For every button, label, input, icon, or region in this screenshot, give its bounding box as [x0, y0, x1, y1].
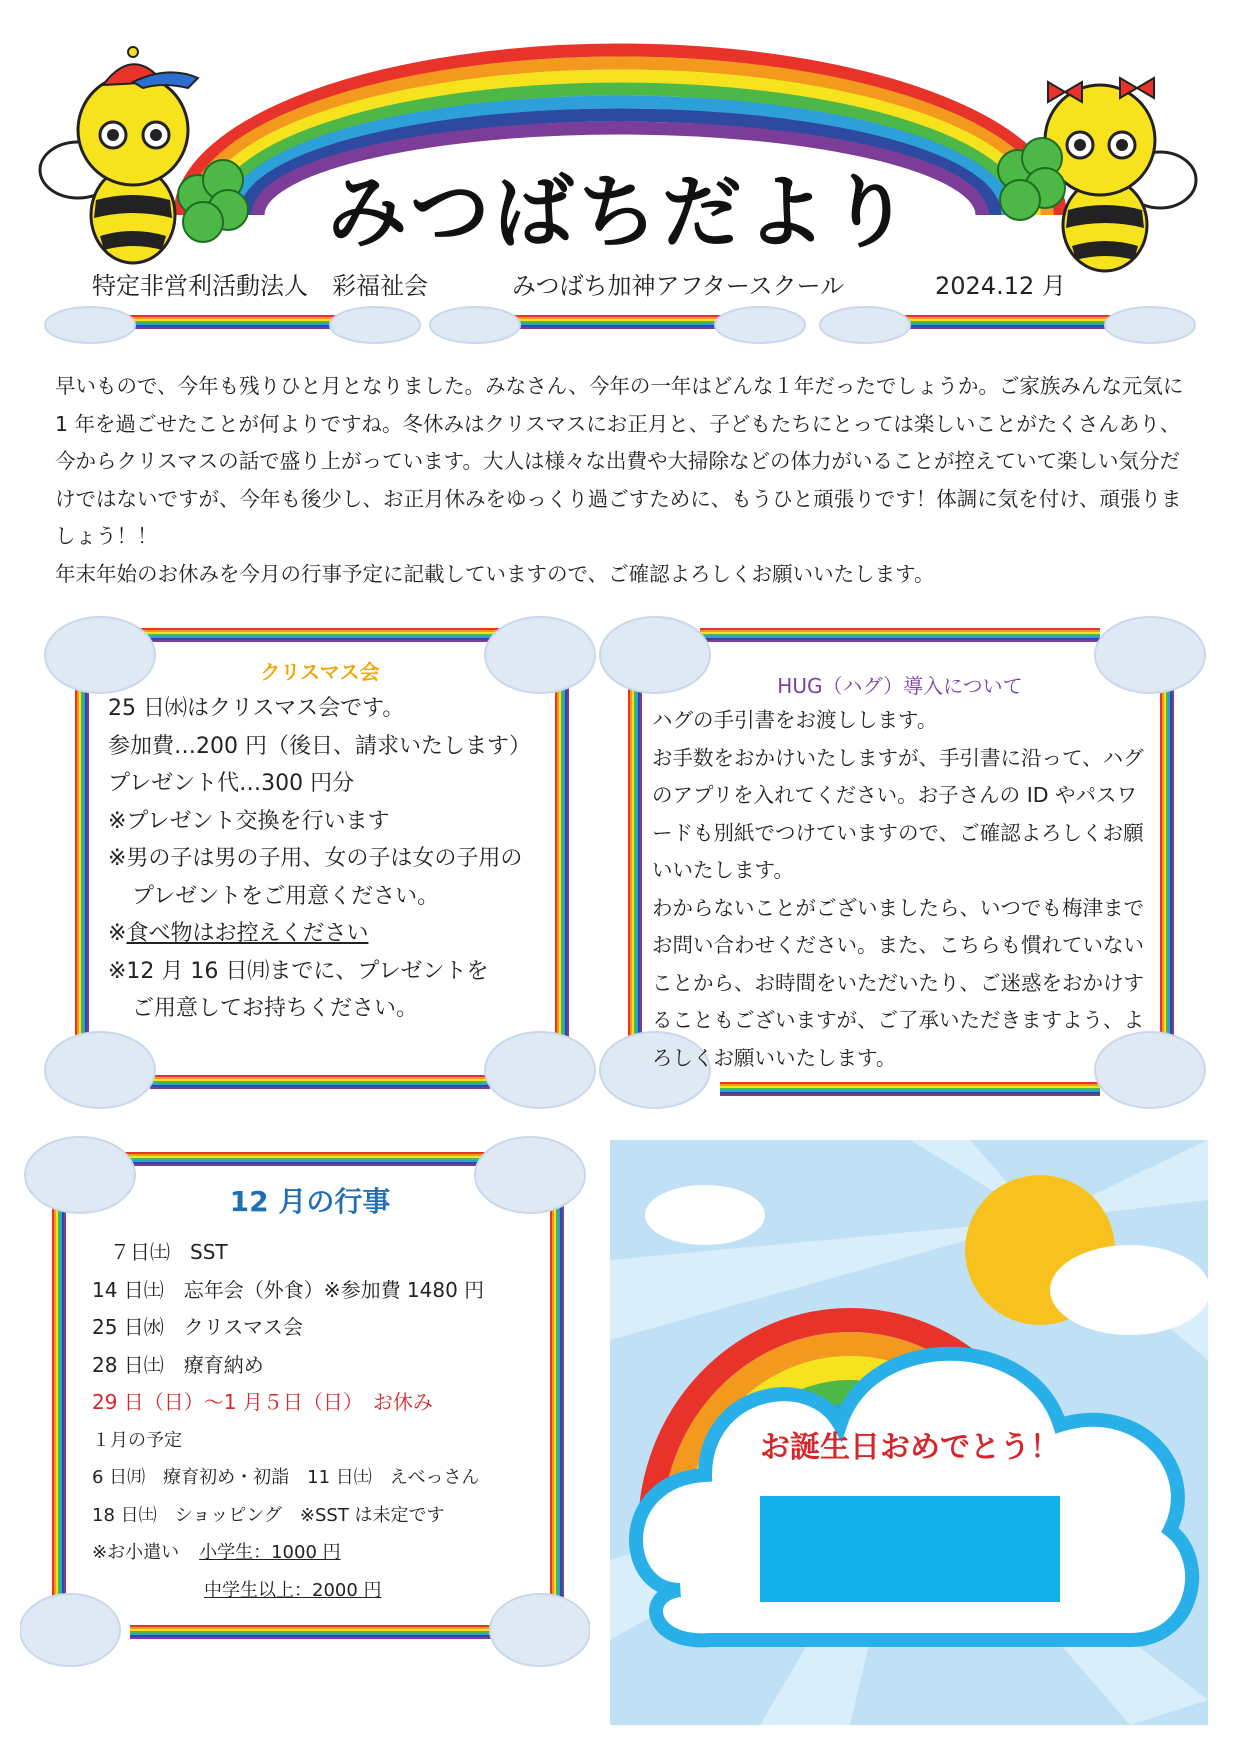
event-item: 18 日㈯ ショッピング ※SST は未定です: [92, 1504, 445, 1526]
hug-title: HUG（ハグ）導入について: [777, 674, 1023, 698]
organization-name: 特定非営利活動法人 彩福祉会: [92, 272, 428, 300]
issue-date: 2024.12 月: [935, 272, 1066, 300]
header-cloud-row: [0, 295, 1241, 355]
christmas-line: 25 日㈬はクリスマス会です。: [108, 696, 405, 721]
event-item: 28 日㈯ 療育納め: [92, 1352, 264, 1377]
christmas-title: クリスマス会: [260, 660, 380, 684]
hug-line: ろしくお願いいたします。: [652, 1045, 897, 1070]
hug-details: [652, 702, 1144, 1077]
note-mark: ※: [108, 921, 127, 946]
christmas-line: ※男の子は男の子用、女の子は女の子用の: [108, 846, 523, 871]
christmas-line: プレゼントをご用意ください。: [132, 883, 440, 909]
intro-text: [55, 368, 1195, 593]
event-item-holiday: 29 日（日）～1 月５日（日） お休み: [92, 1390, 433, 1414]
newsletter-title: みつばちだより: [327, 166, 914, 259]
hug-line: ることもございますが、ご了承いただきますよう、よ: [652, 1008, 1144, 1032]
events-title: 12 月の行事: [229, 1185, 391, 1218]
event-item: 6 日㈪ 療育初め・初詣 11 日㈯ えべっさん: [92, 1467, 480, 1488]
event-item: 14 日㈯ 忘年会（外食）※参加費 1480 円: [92, 1277, 485, 1302]
allowance-junior-high: 中学生以上：2000 円: [204, 1579, 382, 1601]
allowance-row: [92, 1572, 484, 1610]
christmas-line: ※12 月 16 日㈪までに、プレゼントを: [108, 958, 489, 984]
hug-line: いいたします。: [652, 858, 794, 882]
hug-line: のアプリを入れてください。お子さんの ID やパスワ: [652, 783, 1138, 807]
event-item: ７日㈯ SST: [110, 1240, 228, 1264]
january-heading: １月の予定: [92, 1429, 182, 1451]
school-name: みつばち加神アフタースクール: [512, 272, 845, 300]
christmas-line: [108, 915, 531, 953]
christmas-line: 参加費…200 円（後日、請求いたします）: [108, 733, 531, 759]
hug-line: ことから、お時間をいただいたり、ご迷惑をおかけす: [652, 970, 1144, 995]
events-list: [92, 1234, 484, 1609]
christmas-line: ※プレゼント交換を行います: [108, 808, 390, 834]
christmas-line: ご用意してお持ちください。: [132, 996, 419, 1021]
christmas-line: プレゼント代…300 円分: [108, 771, 355, 796]
intro-paragraph: 早いもので、今年も残りひと月となりました。みなさん、今年の一年はどんな１年だったでしょうか。ご家族みんな元気に 1 年を過ごせたことが何よりですね。冬休みはクリスマスにお正月と、子どもたちにとっては楽しいことがたくさんあり、今からクリスマスの話で盛り上がっています。大人は様々な出費や大掃除などの体力がいることが控えていて楽しい気分だけではないですが、今年も後少し、お正月休みをゆっくり過ごすために、もうひと頑張りです！体調に気を付け、頑張りましょう！！: [55, 374, 1184, 548]
hug-line: ハグの手引書をお渡しします。: [652, 708, 938, 732]
hug-line: お問い合わせください。また、こちらも慣れていない: [652, 933, 1144, 957]
birthday-title: お誕生日おめでとう！: [760, 1430, 1060, 1465]
christmas-details: [108, 690, 531, 1028]
hug-line: ードも別紙でつけていますので、ご確認よろしくお願: [652, 820, 1144, 845]
hug-line: お手数をおかけいたしますが、手引書に沿って、ハグ: [652, 745, 1144, 770]
allowance-row: [92, 1534, 484, 1572]
allowance-elementary: 小学生：1000 円: [199, 1542, 341, 1563]
birthday-name-box: [760, 1496, 1060, 1602]
event-item: 25 日㈬ クリスマス会: [92, 1315, 304, 1339]
christmas-food-note: 食べ物はお控えください: [126, 921, 369, 946]
allowance-label: ※お小遣い: [92, 1542, 180, 1563]
hug-line: わからないことがございましたら、いつでも梅津まで: [652, 895, 1144, 920]
intro-note: 年末年始のお休みを今月の行事予定に記載していますので、ご確認よろしくお願いいたします。: [55, 561, 935, 586]
